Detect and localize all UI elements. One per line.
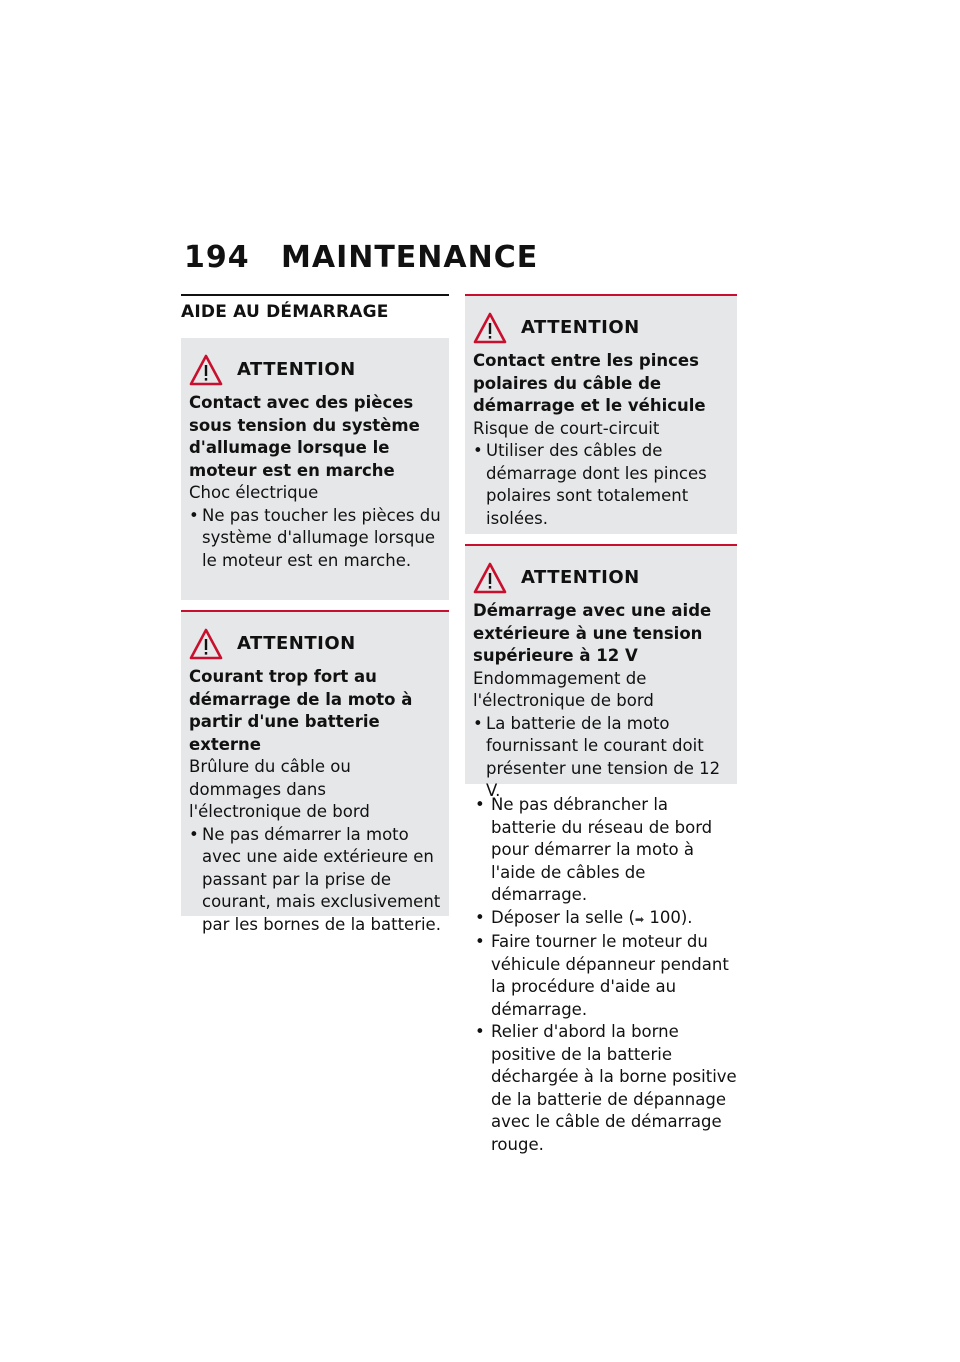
warning-action: • La batterie de la moto fournissant le courant doit présenter une tension de 12 V. xyxy=(473,713,729,803)
warning-heading: Courant trop fort au démarrage de la moto à partir d'une batterie externe xyxy=(189,667,413,754)
warning-actions xyxy=(473,713,729,803)
procedure-step xyxy=(475,907,737,932)
warning-triangle-icon xyxy=(473,562,507,594)
warning-box xyxy=(465,544,737,800)
right-column xyxy=(465,294,737,1156)
warning-header xyxy=(473,308,729,348)
warning-consequence: Brûlure du câble ou dommages dans l'électronique de bord xyxy=(189,757,370,821)
procedure-steps xyxy=(465,794,737,1156)
warning-heading: Contact avec des pièces sous tension du système d'allumage lorsque le moteur est en marche xyxy=(189,393,420,480)
warning-actions xyxy=(189,505,441,573)
page-reference: 100). xyxy=(644,907,693,927)
warning-header xyxy=(189,350,441,390)
chapter-title: MAINTENANCE xyxy=(281,240,539,275)
warning-header xyxy=(473,558,729,598)
procedure-step: • Faire tourner le moteur du véhicule dépanneur pendant la procédure d'aide au démarrage. xyxy=(475,931,737,1021)
section-rule xyxy=(181,294,449,296)
warning-box xyxy=(465,294,737,534)
warning-actions xyxy=(473,440,729,530)
page-reference-arrow-icon: ➡ xyxy=(634,912,645,926)
procedure-step: • Relier d'abord la borne positive de la batterie déchargée à la borne positive de la batterie de dépannage avec le câble de démarrage rouge. xyxy=(475,1021,737,1156)
warning-heading: Contact entre les pinces polaires du câble de démarrage et le véhicule xyxy=(473,351,706,415)
page-number: 194 xyxy=(184,240,250,275)
warning-heading: Démarrage avec une aide extérieure à une tension supérieure à 12 V xyxy=(473,601,712,665)
warning-title: ATTENTION xyxy=(521,316,640,338)
warning-actions xyxy=(189,824,441,937)
warning-action: • Ne pas toucher les pièces du système d'allumage lorsque le moteur est en marche. xyxy=(189,505,441,573)
warning-title: ATTENTION xyxy=(521,566,640,588)
procedure-step: • Ne pas débrancher la batterie du réseau de bord pour démarrer la moto à l'aide de câbles de démarrage. xyxy=(475,794,737,907)
warning-box xyxy=(181,338,449,600)
warning-action: • Ne pas démarrer la moto avec une aide extérieure en passant par la prise de courant, mais exclusivement par les bornes de la batterie. xyxy=(189,824,441,937)
warning-title: ATTENTION xyxy=(237,632,356,654)
section-title: AIDE AU DÉMARRAGE xyxy=(181,302,389,322)
warning-action: • Utiliser des câbles de démarrage dont les pinces polaires sont totalement isolées. xyxy=(473,440,729,530)
warning-triangle-icon xyxy=(473,312,507,344)
step-text: Déposer la selle ( xyxy=(491,907,635,927)
warning-triangle-icon xyxy=(189,628,223,660)
warning-header xyxy=(189,624,441,664)
warning-title: ATTENTION xyxy=(237,358,356,380)
warning-consequence: Endommagement de l'électronique de bord xyxy=(473,668,654,710)
warning-consequence: Choc électrique xyxy=(189,483,319,502)
warning-consequence: Risque de court-circuit xyxy=(473,418,660,438)
left-column xyxy=(181,294,449,934)
warning-triangle-icon xyxy=(189,354,223,386)
warning-box xyxy=(181,610,449,934)
